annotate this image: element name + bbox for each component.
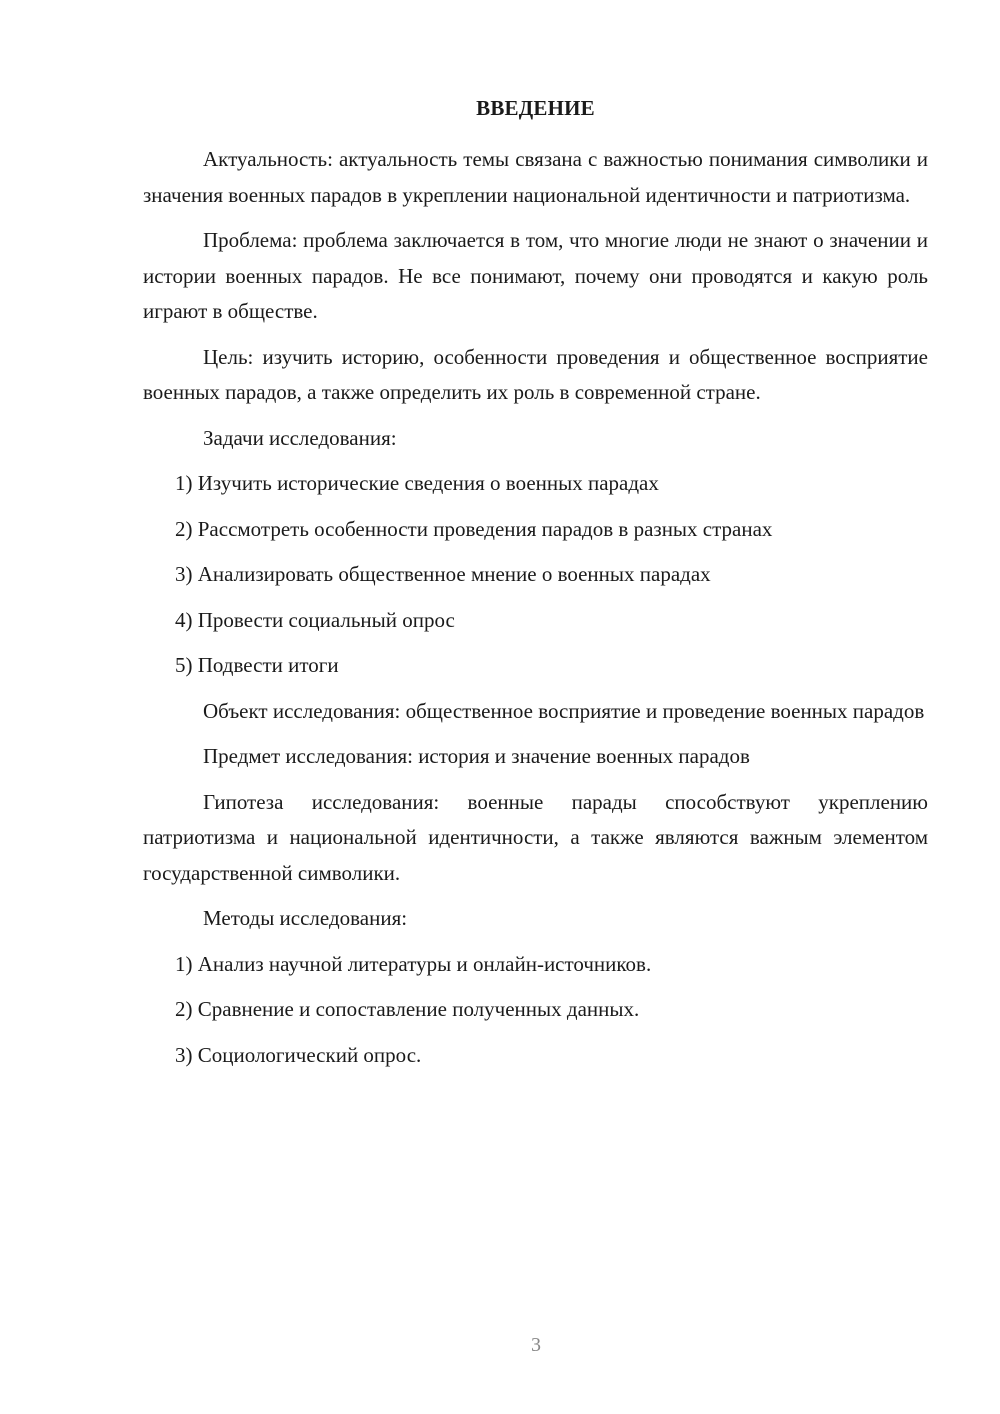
document-body <box>143 142 928 1083</box>
relevance-paragraph: Актуальность: актуальность темы связана с важностью понимания символики и значения военных парадов в укреплении национальной идентичности и патриотизма. <box>143 147 928 207</box>
page-title: ВВЕДЕНИЕ <box>476 96 595 120</box>
problem-paragraph: Проблема: проблема заключается в том, что многие люди не знают о значении и истории военных парадов. Не все понимают, почему они проводятся и какую роль играют в обществе. <box>143 228 928 323</box>
list-item: 5) Подвести итоги <box>175 653 339 677</box>
goal-paragraph: Цель: изучить историю, особенности проведения и общественное восприятие военных парадов, а также определить их роль в современной стране. <box>143 344 928 404</box>
list-item: 3) Социологический опрос. <box>175 1042 422 1067</box>
methods-list <box>143 947 928 1074</box>
list-item: 1) Анализ научной литературы и онлайн-источников. <box>175 951 652 976</box>
list-item: 1) Изучить исторические сведения о военных парадах <box>175 471 659 495</box>
list-item: 2) Рассмотреть особенности проведения парадов в разных странах <box>175 516 773 541</box>
list-item: 4) Провести социальный опрос <box>175 607 455 632</box>
tasks-list <box>143 466 928 684</box>
subject-paragraph: Предмет исследования: история и значение военных парадов <box>203 744 750 768</box>
page-number: 3 <box>531 1334 541 1356</box>
object-paragraph: Объект исследования: общественное восприятие и проведение военных парадов <box>203 698 925 723</box>
hypothesis-paragraph: Гипотеза исследования: военные парады способствуют укреплению патриотизма и национальной идентичности, а также являются важным элементом государственной символики. <box>143 789 928 885</box>
tasks-heading: Задачи исследования: <box>203 425 397 450</box>
methods-heading: Методы исследования: <box>203 906 408 930</box>
list-item: 3) Анализировать общественное мнение о военных парадах <box>175 562 711 586</box>
list-item: 2) Сравнение и сопоставление полученных данных. <box>175 997 640 1021</box>
